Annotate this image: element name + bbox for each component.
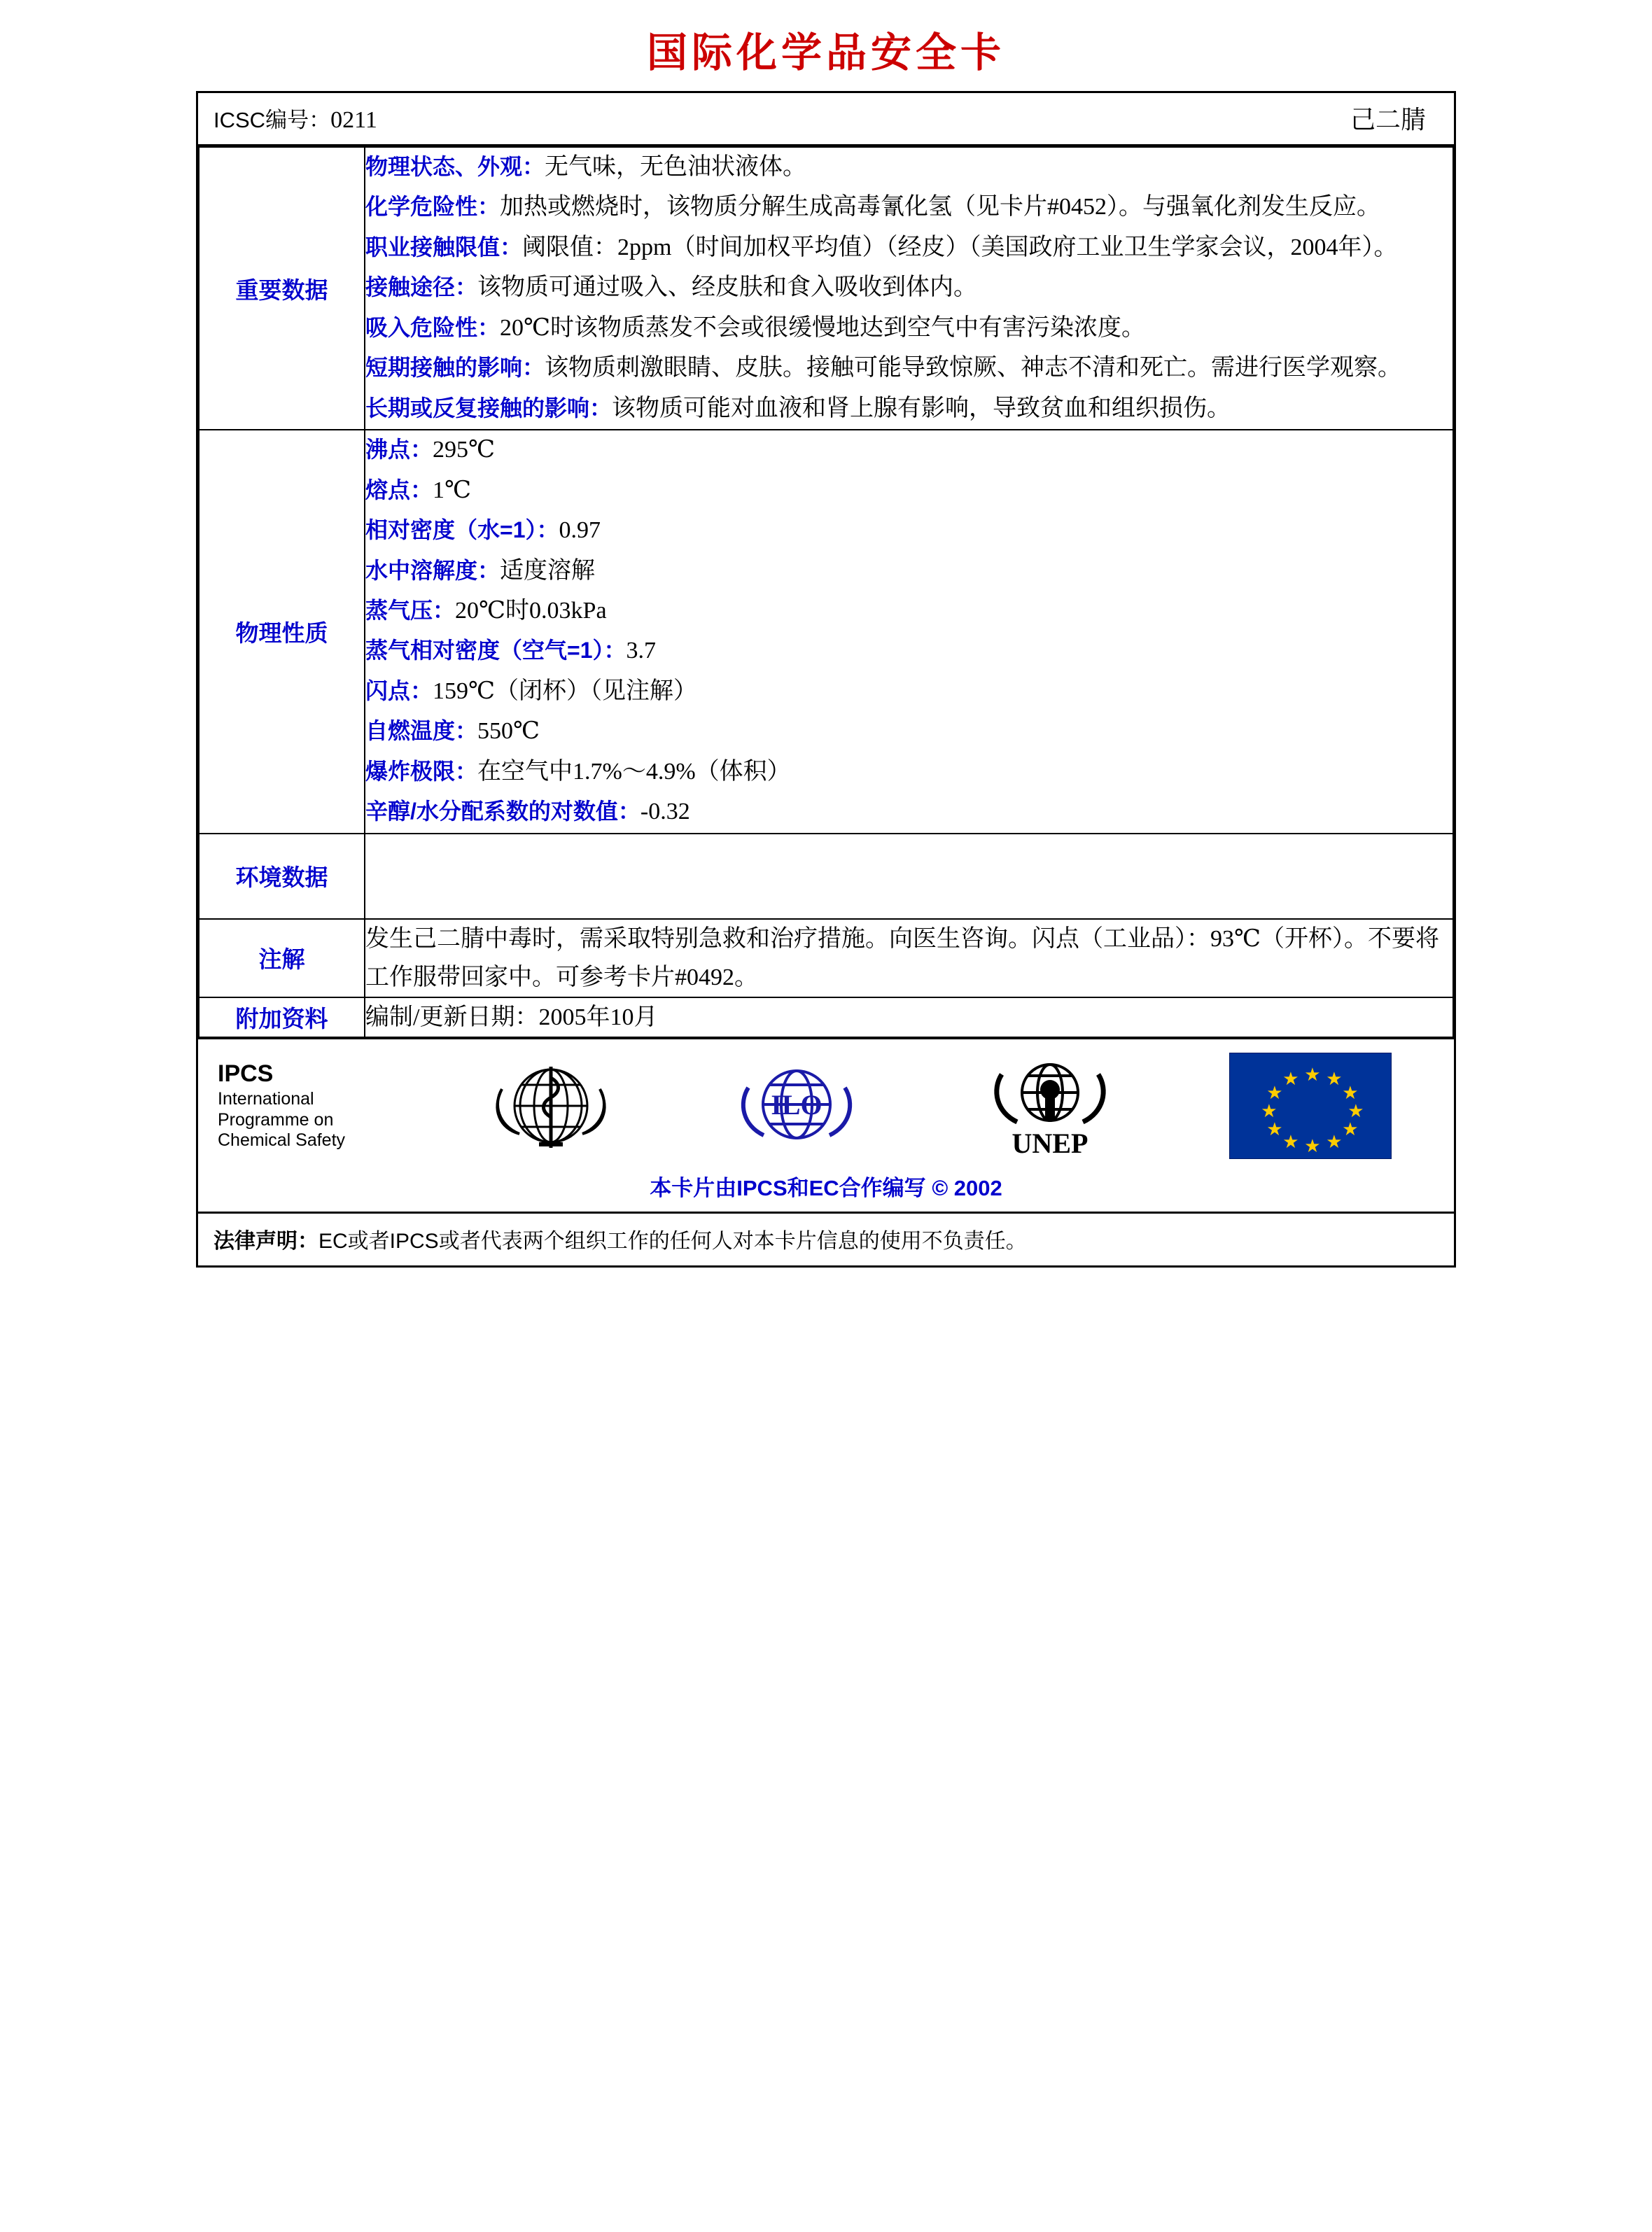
field-auto-ignition-temperature xyxy=(365,712,1452,750)
safety-card xyxy=(196,91,1456,1268)
field-routes-of-exposure xyxy=(365,268,1452,307)
field-value: 该物质可能对血液和肾上腺有影响，导致贫血和组织损伤。 xyxy=(612,395,1231,421)
unep-logo-cell xyxy=(920,1046,1180,1165)
row-label-notes: 注解 xyxy=(199,919,365,997)
field-name: 短期接触的影响： xyxy=(365,355,545,381)
field-relative-density xyxy=(365,511,1452,549)
field-value: 阈限值：2ppm（时间加权平均值）（经皮）（美国政府工业卫生学家会议，2004年）。 xyxy=(522,234,1398,260)
field-name: 自燃温度： xyxy=(365,718,478,744)
field-physical-state xyxy=(365,148,1452,186)
svg-text:ILO: ILO xyxy=(771,1089,822,1121)
field-name: 水中溶解度： xyxy=(365,557,500,583)
field-vapour-pressure xyxy=(365,591,1452,630)
field-name: 长期或反复接触的影响： xyxy=(365,395,612,421)
field-chemical-dangers xyxy=(365,188,1452,226)
footer-logos-row xyxy=(198,1038,1454,1212)
field-value: 加热或燃烧时，该物质分解生成高毒氰化氢（见卡片#0452）。与强氧化剂发生反应。 xyxy=(500,194,1381,220)
field-name: 蒸气相对密度（空气=1）： xyxy=(365,638,626,664)
ipcs-title: IPCS xyxy=(218,1060,274,1087)
who-logo-cell xyxy=(428,1050,674,1162)
card-id-row xyxy=(198,93,1454,146)
table-row-important-data xyxy=(199,147,1453,430)
field-boiling-point xyxy=(365,430,1452,469)
ipcs-subtitle-line-1: International xyxy=(218,1089,314,1109)
field-name: 职业接触限值： xyxy=(365,234,523,260)
field-name: 爆炸极限： xyxy=(365,758,478,784)
field-value: 适度溶解 xyxy=(500,557,596,584)
icsc-number-label: ICSC编号： xyxy=(214,108,331,132)
svg-text:UNEP: UNEP xyxy=(1011,1128,1088,1160)
field-name: 相对密度（水=1）： xyxy=(365,517,559,543)
notes-text: 发生己二腈中毒时，需采取特别急救和治疗措施。向医生咨询。闪点（工业品）：93℃（开杯）。不要将工作服带回家中。可参考卡片#0492。 xyxy=(365,925,1440,990)
eu-flag-cell xyxy=(1180,1053,1442,1159)
who-logo-icon xyxy=(477,1050,624,1162)
field-vapour-relative-density xyxy=(365,631,1452,670)
row-label-environmental-data: 环境数据 xyxy=(199,834,365,919)
ilo-logo-icon xyxy=(723,1050,870,1162)
field-name: 接触途径： xyxy=(365,274,478,300)
unep-logo-icon xyxy=(969,1046,1130,1165)
row-content-additional-info xyxy=(365,997,1453,1037)
row-content-physical-properties xyxy=(365,430,1453,834)
ipcs-subtitle-line-2: Programme on xyxy=(218,1109,334,1130)
ilo-logo-cell xyxy=(674,1050,920,1162)
row-label-important-data: 重要数据 xyxy=(199,147,365,430)
field-long-term-effects xyxy=(365,389,1452,428)
card-body-table xyxy=(198,146,1454,1038)
field-inhalation-risk xyxy=(365,309,1452,347)
credit-text: 本卡片由IPCS和EC合作编写 xyxy=(650,1175,926,1200)
ipcs-subtitle xyxy=(218,1089,428,1151)
field-value: 20℃时0.03kPa xyxy=(455,597,607,624)
field-value: 20℃时该物质蒸发不会或很缓慢地达到空气中有害污染浓度。 xyxy=(500,314,1146,341)
ipcs-subtitle-line-3: Chemical Safety xyxy=(218,1130,346,1151)
field-octanol-water-coefficient xyxy=(365,792,1452,831)
field-name: 沸点： xyxy=(365,437,433,463)
field-name: 物理状态、外观： xyxy=(365,154,545,179)
credit-copyright: © 2002 xyxy=(932,1175,1002,1200)
field-name: 化学危险性： xyxy=(365,194,500,220)
row-content-notes xyxy=(365,919,1453,997)
field-value: 该物质可通过吸入、经皮肤和食入吸收到体内。 xyxy=(477,274,978,301)
safety-card-page xyxy=(0,20,1652,1268)
field-melting-point xyxy=(365,471,1452,510)
field-value: 3.7 xyxy=(626,638,656,664)
field-name: 蒸气压： xyxy=(365,597,456,623)
field-value: 295℃ xyxy=(433,437,496,463)
field-name: 辛醇/水分配系数的对数值： xyxy=(365,799,640,824)
field-explosive-limits xyxy=(365,752,1452,791)
field-value: 无气味，无色油状液体。 xyxy=(545,154,807,180)
field-value: 该物质刺激眼睛、皮肤。接触可能导致惊厥、神志不清和死亡。需进行医学观察。 xyxy=(545,355,1402,381)
field-value: 550℃ xyxy=(477,718,540,745)
table-row-environmental-data xyxy=(199,834,1453,919)
field-value: 在空气中1.7%～4.9%（体积） xyxy=(477,758,791,785)
field-short-term-effects xyxy=(365,349,1452,387)
field-name: 闪点： xyxy=(365,678,433,703)
field-name: 熔点： xyxy=(365,477,433,503)
field-value: 159℃（闭杯）（见注解） xyxy=(433,678,698,704)
table-row-additional-info xyxy=(199,997,1453,1037)
table-row-physical-properties xyxy=(199,430,1453,834)
field-occupational-exposure-limits xyxy=(365,228,1452,267)
page-title: 国际化学品安全卡 xyxy=(646,30,1005,76)
legal-notice xyxy=(198,1212,1454,1265)
credit-line xyxy=(198,1169,1454,1212)
field-water-solubility xyxy=(365,552,1452,590)
row-content-environmental-data xyxy=(365,834,1453,919)
table-row-notes xyxy=(199,919,1453,997)
field-value: 0.97 xyxy=(559,517,601,544)
icsc-number-block xyxy=(214,102,377,134)
field-value: 1℃ xyxy=(433,477,472,503)
additional-info-text: 编制/更新日期：2005年10月 xyxy=(365,1004,658,1030)
row-label-physical-properties: 物理性质 xyxy=(199,430,365,834)
substance-name: 己二腈 xyxy=(1350,106,1426,134)
row-content-important-data xyxy=(365,147,1453,430)
field-value: -0.32 xyxy=(640,799,690,825)
ipcs-block xyxy=(211,1061,428,1151)
field-name: 吸入危险性： xyxy=(365,314,500,340)
row-label-additional-info: 附加资料 xyxy=(199,997,365,1037)
icsc-number-value: 0211 xyxy=(330,107,377,133)
legal-text: EC或者IPCS或者代表两个组织工作的任何人对本卡片信息的使用不负责任。 xyxy=(318,1229,1027,1253)
legal-label: 法律声明： xyxy=(214,1229,318,1253)
eu-flag-icon: ★ ★ ★ ★ ★ ★ ★ ★ ★ ★ ★ ★ xyxy=(1229,1053,1392,1159)
field-flash-point xyxy=(365,672,1452,710)
